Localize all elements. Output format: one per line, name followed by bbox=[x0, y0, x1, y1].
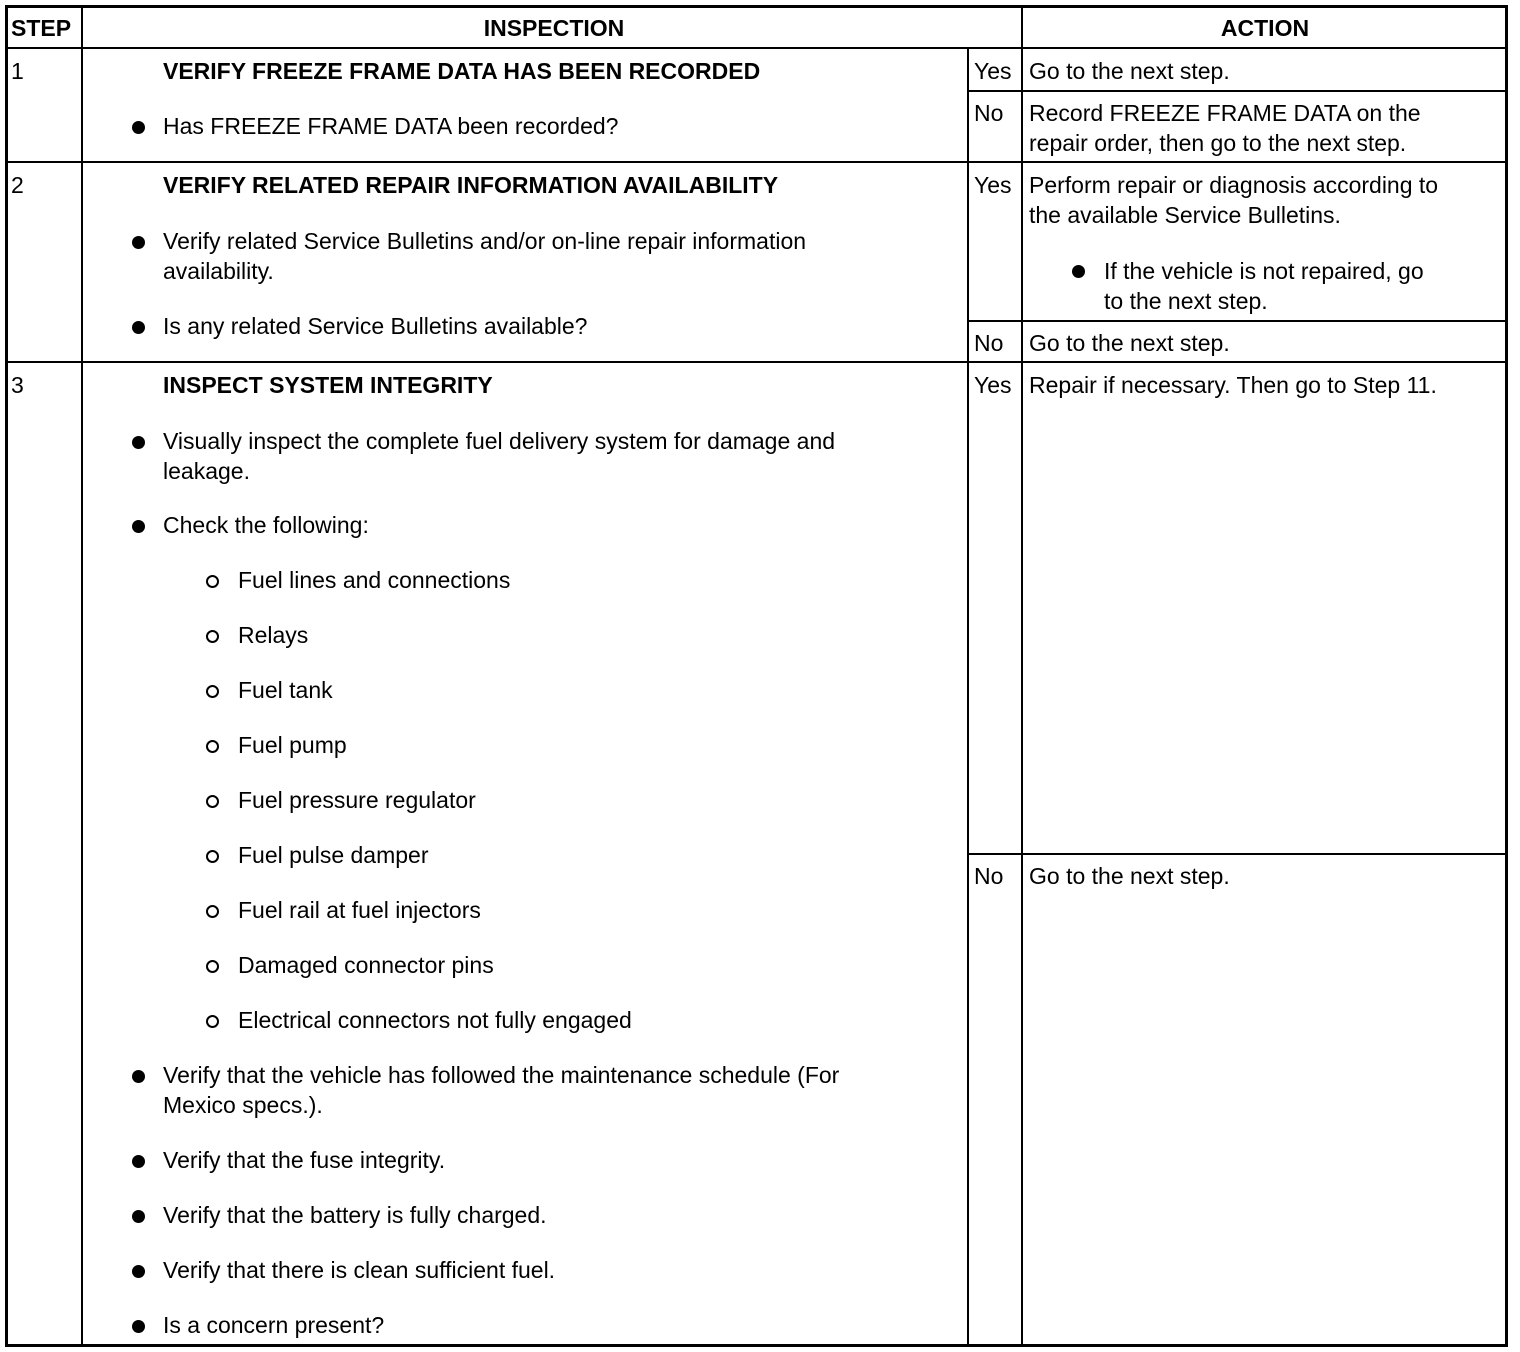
circle-bullet-icon bbox=[206, 575, 219, 588]
yes-action: Repair if necessary. Then go to Step 11. bbox=[1029, 372, 1437, 398]
circle-bullet-icon bbox=[206, 1015, 219, 1028]
step-number: 1 bbox=[11, 58, 24, 84]
no-action: repair order, then go to the next step. bbox=[1029, 130, 1407, 156]
circle-bullet-icon bbox=[206, 685, 219, 698]
step-title: VERIFY RELATED REPAIR INFORMATION AVAILABILITY bbox=[163, 172, 779, 198]
row-divider bbox=[7, 361, 1506, 363]
inspection-item: availability. bbox=[163, 258, 274, 284]
step-title: INSPECT SYSTEM INTEGRITY bbox=[163, 372, 493, 398]
bullet-icon bbox=[132, 321, 145, 334]
circle-bullet-icon bbox=[206, 795, 219, 808]
yes-action: the available Service Bulletins. bbox=[1029, 202, 1341, 228]
check-list-item: Electrical connectors not fully engaged bbox=[238, 1007, 632, 1033]
inspection-item: Check the following: bbox=[163, 512, 369, 538]
check-list-item: Damaged connector pins bbox=[238, 952, 494, 978]
inspection-item: leakage. bbox=[163, 458, 250, 484]
yes-sub-action: If the vehicle is not repaired, go bbox=[1104, 258, 1424, 284]
yes-label: Yes bbox=[974, 58, 1012, 84]
no-label: No bbox=[974, 863, 1004, 889]
step-title: VERIFY FREEZE FRAME DATA HAS BEEN RECORDED bbox=[163, 58, 761, 84]
bullet-icon bbox=[132, 436, 145, 449]
check-list-item: Fuel tank bbox=[238, 677, 333, 703]
bullet-icon bbox=[132, 1265, 145, 1278]
column-divider-action bbox=[1021, 7, 1023, 1345]
no-label: No bbox=[974, 330, 1004, 356]
bullet-icon bbox=[132, 520, 145, 533]
yes-label: Yes bbox=[974, 372, 1012, 398]
check-list-item: Fuel rail at fuel injectors bbox=[238, 897, 481, 923]
no-action: Go to the next step. bbox=[1029, 330, 1230, 356]
check-list-item: Fuel pump bbox=[238, 732, 347, 758]
inspection-item: Has FREEZE FRAME DATA been recorded? bbox=[163, 113, 619, 139]
inspection-item: Is any related Service Bulletins available? bbox=[163, 313, 588, 339]
column-divider-yesno bbox=[967, 48, 969, 1345]
check-list-item: Relays bbox=[238, 622, 309, 648]
row-divider bbox=[968, 853, 1506, 855]
inspection-item: Verify that the battery is fully charged. bbox=[163, 1202, 547, 1228]
header-action: ACTION bbox=[1220, 15, 1310, 41]
inspection-item: Is a concern present? bbox=[163, 1312, 385, 1338]
header-inspection: INSPECTION bbox=[483, 15, 625, 41]
circle-bullet-icon bbox=[206, 740, 219, 753]
inspection-item: Mexico specs.). bbox=[163, 1092, 323, 1118]
column-divider-step bbox=[81, 7, 83, 1345]
check-list-item: Fuel lines and connections bbox=[238, 567, 511, 593]
row-divider bbox=[7, 161, 1506, 163]
step-number: 3 bbox=[11, 372, 24, 398]
circle-bullet-icon bbox=[206, 960, 219, 973]
no-action: Record FREEZE FRAME DATA on the bbox=[1029, 100, 1421, 126]
inspection-item: Verify that the fuse integrity. bbox=[163, 1147, 446, 1173]
bullet-icon bbox=[132, 236, 145, 249]
inspection-item: Verify that there is clean sufficient fuel. bbox=[163, 1257, 556, 1283]
bullet-icon bbox=[132, 1155, 145, 1168]
header-divider bbox=[7, 47, 1506, 49]
bullet-icon bbox=[132, 121, 145, 134]
circle-bullet-icon bbox=[206, 905, 219, 918]
inspection-item: Verify related Service Bulletins and/or on-line repair information bbox=[163, 228, 807, 254]
row-divider bbox=[968, 90, 1506, 92]
no-action: Go to the next step. bbox=[1029, 863, 1230, 889]
bullet-icon bbox=[132, 1320, 145, 1333]
bullet-icon bbox=[132, 1070, 145, 1083]
inspection-item: Verify that the vehicle has followed the maintenance schedule (For bbox=[163, 1062, 840, 1088]
yes-label: Yes bbox=[974, 172, 1012, 198]
bullet-icon bbox=[1072, 265, 1085, 278]
row-divider bbox=[968, 320, 1506, 322]
yes-action: Go to the next step. bbox=[1029, 58, 1230, 84]
check-list-item: Fuel pressure regulator bbox=[238, 787, 476, 813]
inspection-item: Visually inspect the complete fuel delivery system for damage and bbox=[163, 428, 836, 454]
circle-bullet-icon bbox=[206, 850, 219, 863]
no-label: No bbox=[974, 100, 1004, 126]
header-step: STEP bbox=[11, 15, 72, 41]
circle-bullet-icon bbox=[206, 630, 219, 643]
yes-action: Perform repair or diagnosis according to bbox=[1029, 172, 1439, 198]
check-list-item: Fuel pulse damper bbox=[238, 842, 429, 868]
yes-sub-action: to the next step. bbox=[1104, 288, 1268, 314]
bullet-icon bbox=[132, 1210, 145, 1223]
step-number: 2 bbox=[11, 172, 24, 198]
